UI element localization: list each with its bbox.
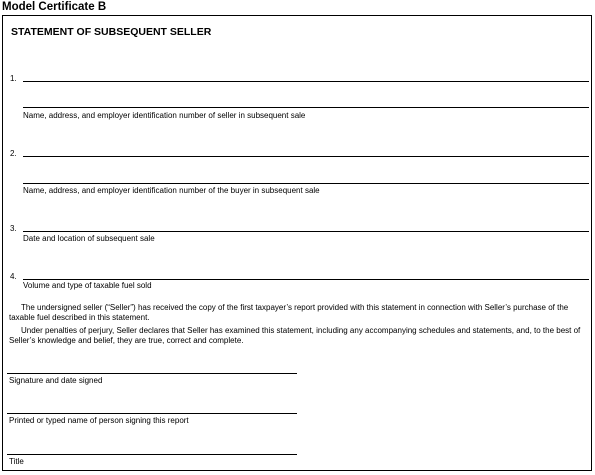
item-1-line-2[interactable] — [23, 107, 589, 108]
receipt-statement: The undersigned seller (“Seller”) has received the copy of the first taxpayer’s report provided with this statement in connection with Seller’s purchase of the taxable fuel described in this statement. — [9, 303, 569, 322]
item-2-number: 2. — [10, 149, 17, 158]
item-2-line-1[interactable] — [23, 156, 589, 157]
item-4-number: 4. — [10, 272, 17, 281]
printed-name-caption: Printed or typed name of person signing this report — [9, 416, 189, 425]
perjury-declaration: Under penalties of perjury, Seller declares that Seller has examined this statement, including any accompanying schedules and statements, and, to the best of Seller’s knowledge and belief, they are true, correct and complete. — [9, 326, 581, 345]
item-2-caption: Name, address, and employer identification number of the buyer in subsequent sale — [23, 186, 320, 195]
signature-caption: Signature and date signed — [9, 376, 103, 385]
item-3-number: 3. — [10, 224, 17, 233]
form-heading: STATEMENT OF SUBSEQUENT SELLER — [11, 26, 212, 38]
item-1-caption: Name, address, and employer identification number of seller in subsequent sale — [23, 111, 306, 120]
item-1-line-1[interactable] — [23, 81, 589, 82]
item-3-line[interactable] — [23, 231, 589, 232]
printed-name-line[interactable] — [7, 413, 297, 414]
item-2-line-2[interactable] — [23, 183, 589, 184]
item-4-caption: Volume and type of taxable fuel sold — [23, 281, 152, 290]
item-3-caption: Date and location of subsequent sale — [23, 234, 155, 243]
item-1-number: 1. — [10, 74, 17, 83]
item-4-line[interactable] — [23, 279, 589, 280]
title-line[interactable] — [7, 454, 297, 455]
title-caption: Title — [9, 457, 24, 466]
certificate-form — [2, 15, 592, 471]
signature-line[interactable] — [7, 373, 297, 374]
page-title: Model Certificate B — [2, 1, 107, 13]
